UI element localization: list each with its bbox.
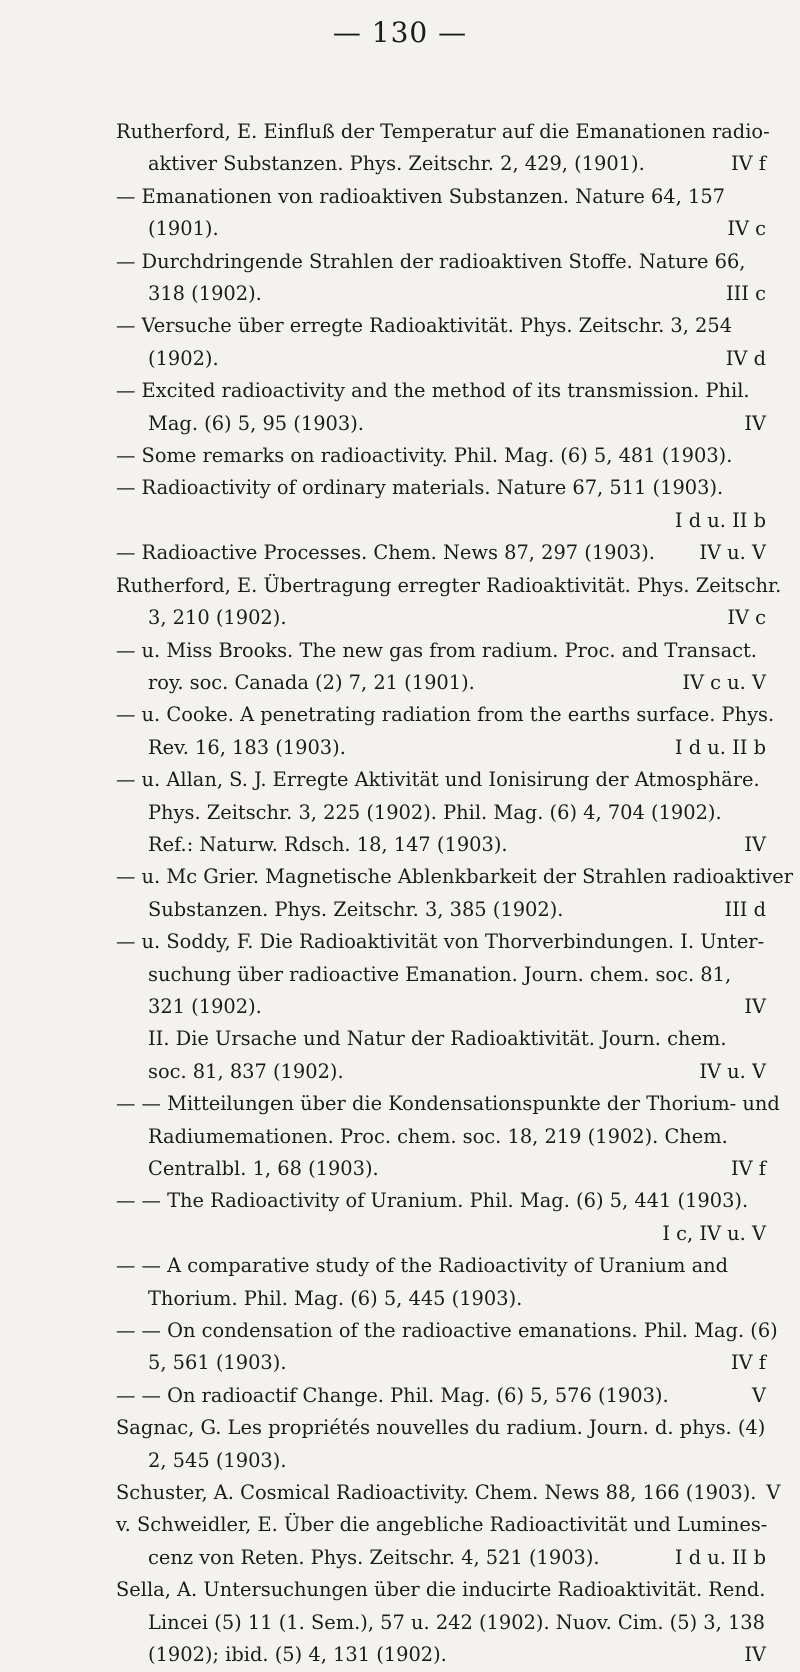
bibliography-entry bbox=[116, 1574, 766, 1671]
entry-text: Rutherford, E. Übertragung erregter Radioaktivität. Phys. Zeitschr. bbox=[116, 573, 782, 597]
entry-text: 321 (1902). bbox=[148, 994, 262, 1018]
entry-line bbox=[116, 1185, 766, 1217]
entry-line bbox=[116, 1347, 766, 1379]
entry-text: (1901). bbox=[148, 217, 219, 241]
entry-line bbox=[116, 1023, 766, 1055]
entry-line bbox=[116, 1542, 766, 1574]
classification-code bbox=[756, 1445, 766, 1477]
classification-code bbox=[756, 375, 766, 407]
entry-text: — Some remarks on radioactivity. Phil. Mag. (6) 5, 481 (1903). bbox=[116, 444, 733, 468]
bibliography-entry bbox=[116, 1185, 766, 1250]
entry-line bbox=[116, 278, 766, 310]
classification-code: IV u. V bbox=[699, 541, 766, 565]
classification-code: I c, IV u. V bbox=[662, 1221, 766, 1245]
bibliography-entry bbox=[116, 310, 766, 375]
entry-text: Rev. 16, 183 (1903). bbox=[148, 735, 346, 759]
entry-text: Lincei (5) 11 (1. Sem.), 57 u. 242 (1902). Nuov. Cim. (5) 3, 138 bbox=[148, 1610, 765, 1634]
classification-code bbox=[756, 959, 766, 991]
entry-line bbox=[116, 375, 766, 407]
entry-line bbox=[116, 1056, 766, 1088]
classification-code: IV f bbox=[730, 1157, 766, 1180]
classification-code bbox=[774, 699, 784, 731]
entry-text: — — Mitteilungen über die Kondensationspunkte der Thorium- und bbox=[116, 1092, 780, 1116]
entry-text: aktiver Substanzen. Phys. Zeitschr. 2, 429, (1901). bbox=[148, 152, 645, 176]
entry-line bbox=[116, 1607, 766, 1639]
classification-code: IV d bbox=[725, 346, 766, 370]
entry-line bbox=[116, 181, 766, 213]
entry-text: Centralbl. 1, 68 (1903). bbox=[148, 1157, 379, 1180]
entry-line bbox=[116, 116, 770, 148]
classification-code: IV bbox=[744, 411, 766, 435]
entry-text: (1902); ibid. (5) 4, 131 (1902). bbox=[148, 1643, 447, 1667]
classification-code: V bbox=[766, 1481, 781, 1505]
entry-text: Thorium. Phil. Mag. (6) 5, 445 (1903). bbox=[148, 1286, 523, 1310]
entry-line bbox=[116, 635, 766, 667]
bibliography-entry bbox=[116, 570, 782, 635]
entry-line bbox=[116, 764, 766, 796]
classification-code: IV c bbox=[727, 606, 766, 630]
entry-text: Mag. (6) 5, 95 (1903). bbox=[148, 411, 364, 435]
entry-text: — u. Allan, S. J. Erregte Aktivität und Ionisirung der Atmosphäre. bbox=[116, 768, 760, 792]
entry-line bbox=[116, 343, 766, 375]
classification-code: IV bbox=[744, 994, 766, 1018]
entry-text: 3, 210 (1902). bbox=[148, 606, 287, 630]
bibliography-entry bbox=[116, 1477, 781, 1509]
entry-line bbox=[116, 959, 766, 991]
entry-line bbox=[116, 1088, 780, 1120]
entry-text: 2, 545 (1903). bbox=[148, 1448, 287, 1472]
entry-line bbox=[116, 1315, 778, 1347]
entry-text: — — On condensation of the radioactive emanations. Phil. Mag. (6) bbox=[116, 1319, 778, 1343]
classification-code: V bbox=[751, 1383, 766, 1407]
entry-line bbox=[116, 1445, 766, 1477]
classification-code bbox=[756, 181, 766, 213]
entry-line bbox=[116, 1574, 766, 1606]
entry-text: II. Die Ursache und Natur der Radioaktivität. Journ. chem. bbox=[148, 1027, 727, 1051]
classification-code bbox=[756, 246, 766, 278]
entry-text: Rutherford, E. Einfluß der Temperatur auf die Emanationen radio- bbox=[116, 120, 770, 143]
entry-line bbox=[116, 1283, 766, 1315]
entry-line bbox=[116, 1218, 766, 1250]
bibliography-entry bbox=[116, 926, 766, 1088]
entry-text: Ref.: Naturw. Rdsch. 18, 147 (1903). bbox=[148, 832, 508, 856]
entry-line bbox=[116, 213, 766, 245]
entry-text: Schuster, A. Cosmical Radioactivity. Chem. News 88, 166 (1903). bbox=[116, 1481, 757, 1505]
bibliography-entry bbox=[116, 1380, 766, 1412]
entry-line bbox=[116, 148, 766, 180]
entry-line bbox=[116, 894, 766, 926]
entry-line bbox=[116, 1477, 781, 1509]
classification-code bbox=[765, 1574, 775, 1606]
bibliography-entry bbox=[116, 181, 766, 246]
entry-line bbox=[116, 732, 766, 764]
entry-text: Phys. Zeitschr. 3, 225 (1902). Phil. Mag. (6) 4, 704 (1902). bbox=[148, 800, 722, 824]
bibliography-entry bbox=[116, 1088, 780, 1185]
bibliography-entry bbox=[116, 440, 766, 472]
entry-line bbox=[116, 991, 766, 1023]
entry-line bbox=[116, 797, 766, 829]
entry-line bbox=[116, 537, 766, 569]
bibliography-entry bbox=[116, 635, 766, 700]
classification-code bbox=[756, 1185, 766, 1217]
bibliography-entry bbox=[116, 1509, 766, 1574]
classification-code bbox=[756, 310, 766, 342]
entry-text: — u. Mc Grier. Magnetische Ablenkbarkeit der Strahlen radioaktiver bbox=[116, 865, 793, 889]
entry-text: — Versuche über erregte Radioaktivität. Phys. Zeitschr. 3, 254 bbox=[116, 314, 733, 338]
entry-line bbox=[116, 1153, 766, 1185]
entry-text: — Durchdringende Strahlen der radioaktiven Stoffe. Nature 66, bbox=[116, 249, 746, 273]
entry-line bbox=[116, 861, 793, 893]
classification-code bbox=[756, 472, 766, 504]
entry-line bbox=[116, 1412, 766, 1444]
classification-code: IV c u. V bbox=[682, 670, 766, 694]
classification-code: IV bbox=[744, 832, 766, 856]
entry-text: — Radioactivity of ordinary materials. Nature 67, 511 (1903). bbox=[116, 476, 724, 500]
bibliography-entry bbox=[116, 472, 766, 537]
entry-line bbox=[116, 1509, 766, 1541]
entry-text: Substanzen. Phys. Zeitschr. 3, 385 (1902). bbox=[148, 897, 564, 921]
entry-line bbox=[116, 505, 766, 537]
entry-line bbox=[116, 310, 766, 342]
entry-text: Radiumemationen. Proc. chem. soc. 18, 219 (1902). Chem. bbox=[148, 1124, 728, 1148]
classification-code: IV bbox=[744, 1643, 766, 1667]
bibliography-entry bbox=[116, 699, 775, 764]
entry-text: roy. soc. Canada (2) 7, 21 (1901). bbox=[148, 670, 475, 694]
bibliography-entry bbox=[116, 246, 766, 311]
classification-code bbox=[764, 926, 774, 958]
classification-code bbox=[767, 1509, 777, 1541]
entry-text: — — On radioactif Change. Phil. Mag. (6) 5, 576 (1903). bbox=[116, 1383, 669, 1407]
bibliography-entry bbox=[116, 861, 793, 926]
entry-line bbox=[116, 926, 766, 958]
entry-line bbox=[116, 1639, 766, 1671]
entry-text: v. Schweidler, E. Über die angebliche Radioactivität und Lumines- bbox=[116, 1513, 768, 1537]
entry-text: — Emanationen von radioaktiven Substanzen. Nature 64, 157 bbox=[116, 184, 725, 208]
bibliography-entry bbox=[116, 1412, 766, 1477]
entry-text: — Radioactive Processes. Chem. News 87, 297 (1903). bbox=[116, 541, 655, 565]
classification-code bbox=[756, 1283, 766, 1315]
bibliography-entry bbox=[116, 116, 770, 181]
classification-code bbox=[756, 1250, 766, 1282]
classification-code: IV u. V bbox=[699, 1059, 766, 1083]
classification-code bbox=[765, 1412, 775, 1444]
classification-code bbox=[756, 1121, 766, 1153]
classification-code bbox=[765, 1607, 775, 1639]
bibliography-entry bbox=[116, 1250, 766, 1315]
entry-text: — u. Miss Brooks. The new gas from radium. Proc. and Transact. bbox=[116, 638, 757, 662]
entry-line bbox=[116, 440, 766, 472]
classification-code: III c bbox=[725, 282, 766, 306]
entry-line bbox=[116, 472, 766, 504]
entry-text: cenz von Reten. Phys. Zeitschr. 4, 521 (1903). bbox=[148, 1545, 600, 1569]
entry-line bbox=[116, 246, 766, 278]
classification-code bbox=[756, 1023, 766, 1055]
entry-text: — — A comparative study of the Radioactivity of Uranium and bbox=[116, 1254, 729, 1278]
classification-code: IV f bbox=[730, 152, 766, 176]
entry-text: — u. Cooke. A penetrating radiation from the earths surface. Phys. bbox=[116, 703, 775, 727]
bibliography-entry bbox=[116, 1315, 778, 1380]
entry-text: — u. Soddy, F. Die Radioaktivität von Thorverbindungen. I. Unter- bbox=[116, 930, 765, 954]
bibliography-entry bbox=[116, 764, 766, 861]
classification-code bbox=[756, 797, 766, 829]
classification-code bbox=[780, 1088, 790, 1120]
entry-text: — — The Radioactivity of Uranium. Phil. Mag. (6) 5, 441 (1903). bbox=[116, 1189, 749, 1213]
page-number: — 130 — bbox=[332, 16, 468, 49]
bibliography-entry bbox=[116, 375, 766, 440]
entry-text: 5, 561 (1903). bbox=[148, 1351, 287, 1375]
entry-text: (1902). bbox=[148, 346, 219, 370]
entry-text: — Excited radioactivity and the method of its transmission. Phil. bbox=[116, 379, 750, 403]
classification-code: IV c bbox=[727, 217, 766, 241]
entry-text: Sella, A. Untersuchungen über die inducirte Radioaktivität. Rend. bbox=[116, 1578, 766, 1602]
entry-line bbox=[116, 1121, 766, 1153]
classification-code: IV f bbox=[730, 1351, 766, 1375]
classification-code bbox=[757, 635, 767, 667]
entry-text: 318 (1902). bbox=[148, 282, 262, 306]
entry-line bbox=[116, 1380, 766, 1412]
entry-text: Sagnac, G. Les propriétés nouvelles du radium. Journ. d. phys. (4) bbox=[116, 1416, 766, 1440]
entry-line bbox=[116, 602, 766, 634]
classification-code: I d u. II b bbox=[674, 508, 766, 532]
classification-code bbox=[781, 570, 791, 602]
classification-code bbox=[793, 861, 800, 893]
entry-line bbox=[116, 570, 782, 602]
entry-line bbox=[116, 829, 766, 861]
classification-code: III d bbox=[724, 897, 766, 921]
entry-text: soc. 81, 837 (1902). bbox=[148, 1059, 344, 1083]
entry-line bbox=[116, 699, 775, 731]
entry-line bbox=[116, 667, 766, 699]
classification-code bbox=[770, 116, 780, 148]
classification-code bbox=[760, 764, 770, 796]
classification-code bbox=[778, 1315, 788, 1347]
bibliography-list bbox=[116, 116, 793, 1672]
entry-text: suchung über radioactive Emanation. Journ. chem. soc. 81, bbox=[148, 962, 732, 986]
bibliography-entry bbox=[116, 537, 766, 569]
entry-line bbox=[116, 1250, 766, 1282]
classification-code bbox=[756, 440, 766, 472]
entry-line bbox=[116, 408, 766, 440]
classification-code: I d u. II b bbox=[674, 735, 766, 759]
classification-code: I d u. II b bbox=[674, 1545, 766, 1569]
